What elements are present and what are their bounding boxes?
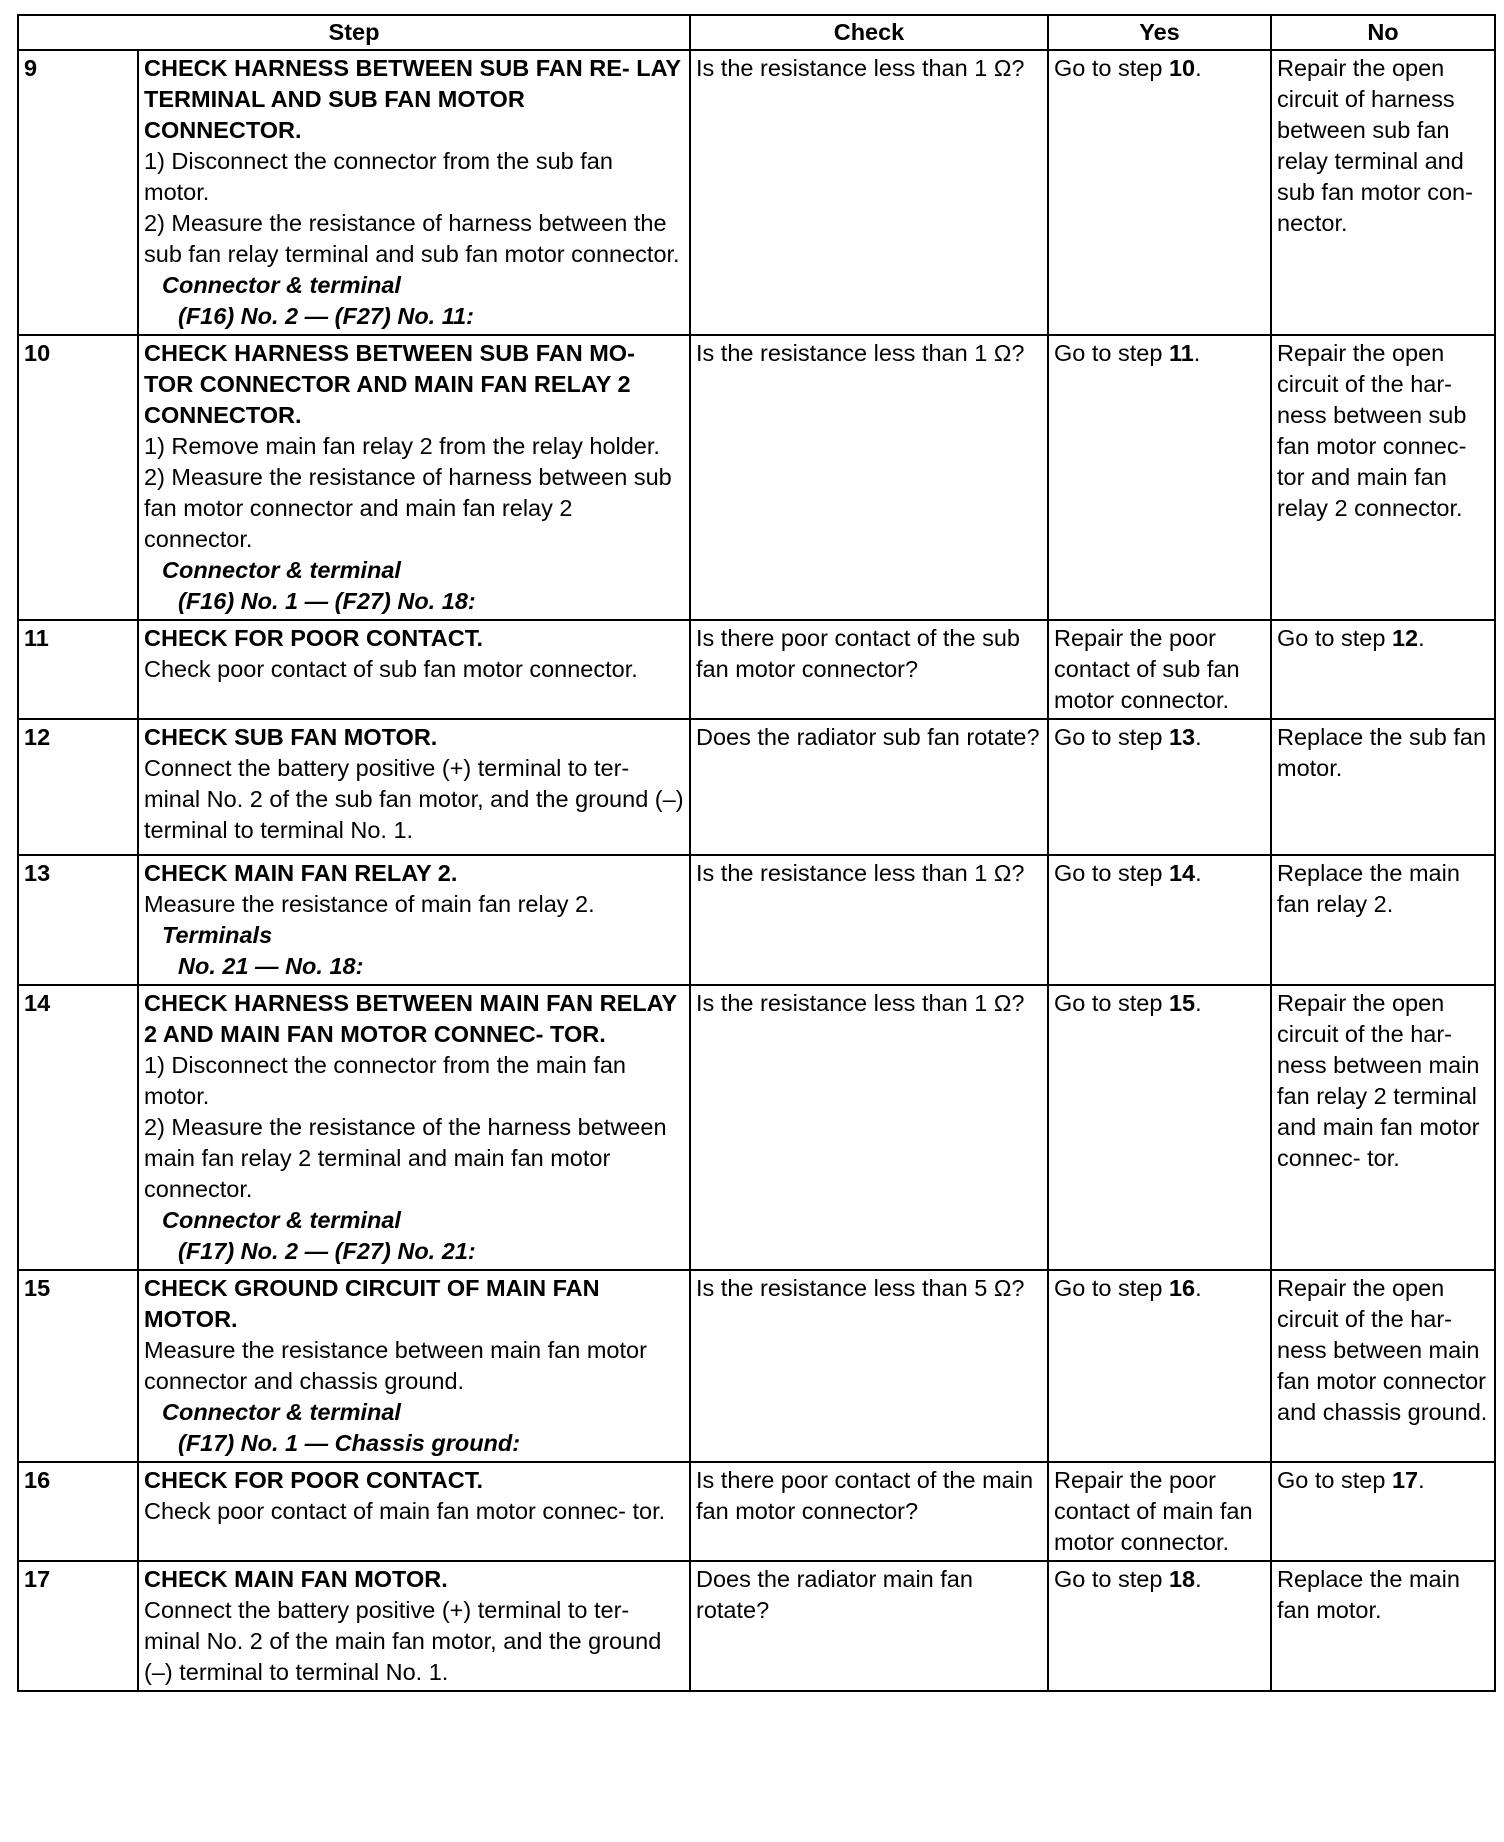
document-page — [17, 14, 1496, 1692]
instruction-line: 1) Disconnect the connector from the main fan motor. — [144, 1052, 626, 1109]
header-row — [18, 15, 1495, 50]
no-cell — [1271, 620, 1495, 719]
step-title: CHECK MAIN FAN RELAY 2. — [144, 860, 458, 886]
yes-text: Go to step — [1054, 1566, 1169, 1592]
yes-step-ref: 10 — [1168, 55, 1196, 81]
check-text: Is the resistance less than 1 Ω? — [696, 990, 1025, 1016]
check-cell — [690, 1462, 1048, 1561]
yes-step-ref: 16 — [1168, 1275, 1196, 1301]
step-title: CHECK HARNESS BETWEEN MAIN FAN RELAY 2 AND MAIN FAN MOTOR CONNEC- TOR. — [144, 990, 677, 1047]
step-cell — [138, 1270, 690, 1462]
step-cell — [138, 1561, 690, 1691]
no-cell — [1271, 719, 1495, 855]
check-cell — [690, 1561, 1048, 1691]
table-row — [18, 719, 1495, 855]
check-text: Is the resistance less than 1 Ω? — [696, 340, 1025, 366]
instruction-line: Measure the resistance between main fan motor connector and chassis ground. — [144, 1337, 647, 1394]
yes-suffix: . — [1195, 55, 1202, 81]
step-instructions — [144, 1335, 684, 1397]
yes-suffix: . — [1195, 990, 1202, 1016]
step-number — [18, 620, 138, 719]
yes-cell — [1048, 1561, 1271, 1691]
step-cell — [138, 620, 690, 719]
yes-cell — [1048, 855, 1271, 985]
no-suffix: . — [1418, 1467, 1425, 1493]
no-text: Repair the open circuit of the har- ness between main fan motor connector and chassis ground. — [1277, 1275, 1488, 1425]
check-cell — [690, 620, 1048, 719]
step-title: CHECK FOR POOR CONTACT. — [144, 625, 484, 651]
no-text: Repair the open circuit of the har- ness between sub fan motor connec- tor and main fan relay 2 connector. — [1277, 340, 1467, 521]
step-number — [18, 335, 138, 620]
step-instructions — [144, 654, 684, 685]
diagnostic-table — [17, 14, 1496, 1692]
yes-text: Go to step — [1054, 990, 1169, 1016]
yes-suffix: . — [1195, 1275, 1202, 1301]
no-cell — [1271, 50, 1495, 335]
step-number-text: 13 — [24, 860, 51, 886]
no-text: Replace the sub fan motor. — [1277, 724, 1487, 781]
step-instructions — [144, 146, 684, 270]
no-text: Go to step — [1277, 625, 1392, 651]
yes-text: Go to step — [1054, 340, 1169, 366]
instruction-line: Connect the battery positive (+) terminal to ter- minal No. 2 of the sub fan motor, and the ground (–) terminal to terminal No. 1. — [144, 755, 684, 843]
no-text: Go to step — [1277, 1467, 1392, 1493]
step-number — [18, 1561, 138, 1691]
yes-step-ref: 15 — [1168, 990, 1196, 1016]
instruction-line: 1) Disconnect the connector from the sub fan motor. — [144, 148, 613, 205]
yes-cell — [1048, 1462, 1271, 1561]
step-title: CHECK FOR POOR CONTACT. — [144, 1467, 484, 1493]
check-cell — [690, 855, 1048, 985]
header-no: No — [1271, 15, 1495, 50]
step-number-text: 16 — [24, 1467, 51, 1493]
no-cell — [1271, 1270, 1495, 1462]
step-number-text: 14 — [24, 990, 51, 1016]
yes-step-ref: 18 — [1168, 1566, 1196, 1592]
spec-label: Terminals — [162, 922, 273, 948]
yes-step-ref: 14 — [1168, 860, 1196, 886]
instruction-line: 2) Measure the resistance of harness between sub fan motor connector and main fan relay 2 connector. — [144, 464, 672, 552]
instruction-line: 2) Measure the resistance of harness between the sub fan relay terminal and sub fan motor connector. — [144, 210, 680, 267]
yes-cell — [1048, 719, 1271, 855]
instruction-line: Check poor contact of sub fan motor connector. — [144, 656, 638, 682]
check-text: Is the resistance less than 5 Ω? — [696, 1275, 1025, 1301]
spec-label: Connector & terminal — [162, 1207, 401, 1233]
step-cell — [138, 1462, 690, 1561]
no-text: Replace the main fan motor. — [1277, 1566, 1460, 1623]
yes-cell — [1048, 985, 1271, 1270]
yes-cell — [1048, 1270, 1271, 1462]
yes-suffix: . — [1195, 860, 1202, 886]
step-instructions — [144, 431, 684, 555]
instruction-line: 2) Measure the resistance of the harness between main fan relay 2 terminal and main fan motor connector. — [144, 1114, 667, 1202]
step-number-text: 10 — [24, 340, 51, 366]
table-row — [18, 1270, 1495, 1462]
step-cell — [138, 335, 690, 620]
check-cell — [690, 719, 1048, 855]
step-number-text: 15 — [24, 1275, 51, 1301]
check-text: Is the resistance less than 1 Ω? — [696, 55, 1025, 81]
step-number — [18, 985, 138, 1270]
step-number — [18, 50, 138, 335]
spec-value: (F17) No. 2 — (F27) No. 21: — [178, 1238, 476, 1264]
no-text: Repair the open circuit of harness between sub fan relay terminal and sub fan motor con- nector. — [1277, 55, 1473, 236]
header-step: Step — [18, 15, 690, 50]
check-cell — [690, 50, 1048, 335]
table-row — [18, 620, 1495, 719]
table-row — [18, 985, 1495, 1270]
instruction-line: Measure the resistance of main fan relay 2. — [144, 891, 595, 917]
step-instructions — [144, 1050, 684, 1205]
step-number — [18, 855, 138, 985]
no-cell — [1271, 335, 1495, 620]
step-number — [18, 719, 138, 855]
check-text: Does the radiator main fan rotate? — [696, 1566, 973, 1623]
spec-value: (F16) No. 2 — (F27) No. 11: — [178, 303, 474, 329]
no-cell — [1271, 855, 1495, 985]
spec-label: Connector & terminal — [162, 272, 401, 298]
step-cell — [138, 985, 690, 1270]
yes-text: Go to step — [1054, 1275, 1169, 1301]
step-cell — [138, 855, 690, 985]
no-suffix: . — [1418, 625, 1425, 651]
instruction-line: 1) Remove main fan relay 2 from the relay holder. — [144, 433, 660, 459]
step-title: CHECK HARNESS BETWEEN SUB FAN RE- LAY TERMINAL AND SUB FAN MOTOR CONNECTOR. — [144, 55, 681, 143]
step-cell — [138, 50, 690, 335]
spec-value: (F17) No. 1 — Chassis ground: — [178, 1430, 521, 1456]
instruction-line: Check poor contact of main fan motor connec- tor. — [144, 1498, 666, 1524]
header-check: Check — [690, 15, 1048, 50]
check-cell — [690, 985, 1048, 1270]
yes-cell — [1048, 335, 1271, 620]
no-cell — [1271, 1561, 1495, 1691]
step-number — [18, 1270, 138, 1462]
step-number-text: 11 — [24, 625, 49, 651]
yes-suffix: . — [1193, 340, 1201, 366]
check-text: Is there poor contact of the sub fan motor connector? — [696, 625, 1020, 682]
spec-label: Connector & terminal — [162, 1399, 401, 1425]
check-cell — [690, 1270, 1048, 1462]
no-cell — [1271, 985, 1495, 1270]
no-step-ref: 12 — [1391, 625, 1419, 651]
check-text: Is there poor contact of the main fan motor connector? — [696, 1467, 1034, 1524]
table-row — [18, 335, 1495, 620]
yes-suffix: . — [1195, 1566, 1202, 1592]
no-text: Repair the open circuit of the har- ness between main fan relay 2 terminal and main fan motor connec- tor. — [1277, 990, 1480, 1171]
step-cell — [138, 719, 690, 855]
no-step-ref: 17 — [1391, 1467, 1419, 1493]
step-instructions — [144, 1595, 684, 1688]
table-row — [18, 50, 1495, 335]
yes-text: Go to step — [1054, 860, 1169, 886]
yes-cell — [1048, 620, 1271, 719]
yes-text: Go to step — [1054, 724, 1169, 750]
step-number-text: 17 — [24, 1566, 51, 1592]
instruction-line: Connect the battery positive (+) terminal to ter- minal No. 2 of the main fan motor, and the ground (–) terminal to terminal No. 1. — [144, 1597, 662, 1685]
table-row — [18, 855, 1495, 985]
header-yes: Yes — [1048, 15, 1271, 50]
yes-step-ref: 11 — [1168, 340, 1194, 366]
table-body — [18, 50, 1495, 1691]
yes-text: Repair the poor contact of sub fan motor connector. — [1054, 625, 1240, 713]
no-text: Replace the main fan relay 2. — [1277, 860, 1460, 917]
table-row — [18, 1561, 1495, 1691]
yes-text: Repair the poor contact of main fan motor connector. — [1054, 1467, 1253, 1555]
spec-label: Connector & terminal — [162, 557, 401, 583]
step-instructions — [144, 1496, 684, 1527]
step-number-text: 9 — [24, 55, 38, 81]
yes-step-ref: 13 — [1168, 724, 1196, 750]
spec-value: No. 21 — No. 18: — [178, 953, 364, 979]
check-text: Does the radiator sub fan rotate? — [696, 724, 1040, 750]
check-cell — [690, 335, 1048, 620]
yes-suffix: . — [1195, 724, 1202, 750]
yes-cell — [1048, 50, 1271, 335]
step-number — [18, 1462, 138, 1561]
no-cell — [1271, 1462, 1495, 1561]
step-title: CHECK MAIN FAN MOTOR. — [144, 1566, 448, 1592]
step-number-text: 12 — [24, 724, 51, 750]
spec-value: (F16) No. 1 — (F27) No. 18: — [178, 588, 476, 614]
table-row — [18, 1462, 1495, 1561]
step-title: CHECK HARNESS BETWEEN SUB FAN MO- TOR CONNECTOR AND MAIN FAN RELAY 2 CONNECTOR. — [144, 340, 635, 428]
check-text: Is the resistance less than 1 Ω? — [696, 860, 1025, 886]
step-instructions — [144, 753, 684, 846]
step-title: CHECK SUB FAN MOTOR. — [144, 724, 438, 750]
step-instructions — [144, 889, 684, 920]
yes-text: Go to step — [1054, 55, 1169, 81]
step-title: CHECK GROUND CIRCUIT OF MAIN FAN MOTOR. — [144, 1275, 600, 1332]
